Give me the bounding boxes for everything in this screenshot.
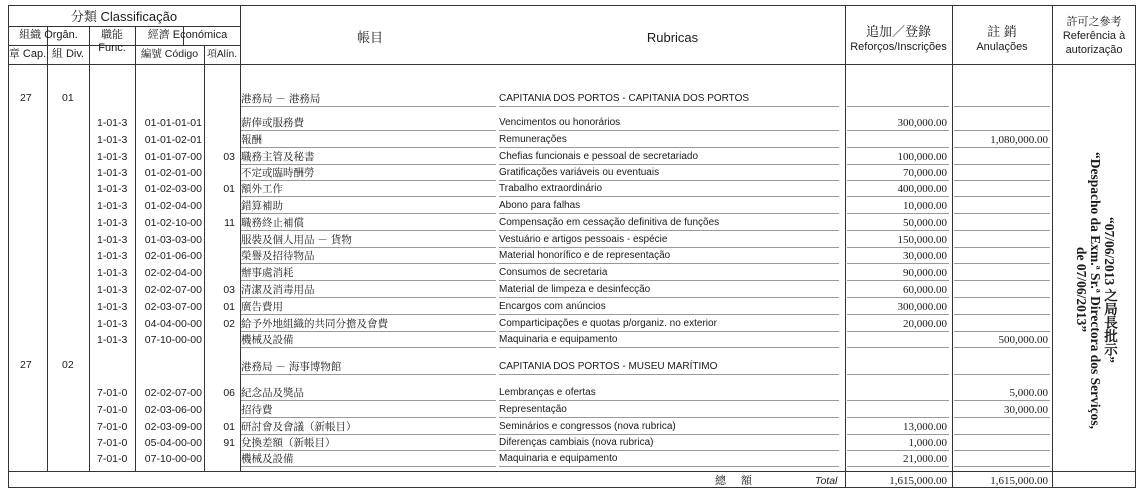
row-alinea: 01 [223, 301, 235, 313]
row-reforcos: 70,000.00 [903, 167, 947, 179]
row-underline [954, 196, 1050, 197]
row-functional-code: 1-01-3 [97, 117, 128, 129]
row-functional-code: 1-01-3 [97, 250, 128, 262]
row-rubrica-pt: Vencimentos ou honorários [499, 117, 621, 128]
row-economic-code: 01-01-02-01 [144, 134, 202, 146]
row-rubrica-pt: Maquinaria e equipamento [499, 453, 618, 464]
row-rubrica-pt: Compensação em cessação definitiva de funções [499, 217, 720, 228]
row-underline [499, 331, 839, 332]
row-economic-code: 02-03-09-00 [144, 421, 202, 433]
row-rubrica-zh: 兌換差額（新帳目） [241, 437, 336, 449]
row-underline [499, 180, 839, 181]
row-underline [241, 247, 496, 248]
row-functional-code: 1-01-3 [97, 151, 128, 163]
row-reforcos: 30,000.00 [903, 250, 947, 262]
row-underline [499, 347, 839, 348]
row-underline [241, 466, 496, 467]
row-economic-code: 05-04-00-00 [144, 437, 202, 449]
row-economic-code: 02-03-07-00 [144, 301, 202, 313]
row-rubrica-zh: 港務局 － 港務局 [241, 93, 321, 105]
row-reforcos: 1,000.00 [908, 437, 947, 449]
total-label-pt: Total [815, 475, 838, 487]
row-functional-code: 1-01-3 [97, 234, 128, 246]
row-underline [847, 280, 949, 281]
row-underline [499, 130, 839, 131]
row-rubrica-zh: 不定或臨時酬勞 [241, 167, 315, 179]
row-reforcos: 50,000.00 [903, 217, 947, 229]
row-underline [499, 164, 839, 165]
header-alin: 項Alín. [206, 49, 237, 60]
header-reforcos-zh: 追加／登錄 [865, 24, 931, 39]
row-underline [847, 147, 949, 148]
row-functional-code: 1-01-3 [97, 284, 128, 296]
row-functional-code: 7-01-0 [97, 437, 128, 449]
row-rubrica-pt: Remunerações [499, 134, 567, 145]
row-underline [954, 374, 1050, 375]
row-underline [847, 106, 949, 107]
row-rubrica-pt: Vestuário e artigos pessoais - espécie [499, 234, 668, 245]
row-underline [241, 164, 496, 165]
row-underline [847, 450, 949, 451]
section-div: 02 [62, 359, 74, 371]
header-rubrica-pt: Rubricas [646, 30, 699, 45]
row-rubrica-pt: Diferenças cambiais (nova rubrica) [499, 437, 654, 448]
row-functional-code: 1-01-3 [97, 267, 128, 279]
row-underline [499, 374, 839, 375]
row-reforcos: 100,000.00 [897, 151, 947, 163]
row-underline [954, 331, 1050, 332]
row-underline [954, 130, 1050, 131]
total-anulacoes: 1,615,000.00 [990, 475, 1048, 487]
row-rubrica-zh: 錯算補助 [241, 200, 283, 212]
row-underline [241, 180, 496, 181]
row-rubrica-zh: 招待費 [241, 404, 273, 416]
row-underline [954, 450, 1050, 451]
row-reforcos: 60,000.00 [903, 284, 947, 296]
header-organica: 組織 Orgân. [19, 29, 78, 41]
row-economic-code: 07-10-00-00 [144, 453, 202, 465]
row-rubrica-pt: Chefias funcionais e pessoal de secretariado [499, 151, 699, 162]
authorization-line-3: de 07/06/2013” [1074, 247, 1089, 333]
row-underline [499, 417, 839, 418]
row-functional-code: 1-01-3 [97, 167, 128, 179]
col-line-div [47, 27, 48, 471]
section-cap: 27 [20, 359, 32, 371]
row-anulacoes: 1,080,000.00 [990, 134, 1048, 146]
row-underline [499, 400, 839, 401]
col-line-func [89, 27, 90, 471]
row-underline [241, 297, 496, 298]
row-rubrica-pt: Material honorífico e de representação [499, 250, 671, 261]
row-alinea: 01 [223, 421, 235, 433]
row-rubrica-pt: Encargos com anúncios [499, 301, 606, 312]
row-alinea: 02 [223, 318, 235, 330]
row-underline [847, 297, 949, 298]
row-economic-code: 01-02-10-00 [144, 217, 202, 229]
row-underline [241, 374, 496, 375]
row-underline [499, 280, 839, 281]
row-reforcos: 20,000.00 [903, 318, 947, 330]
header-reforcos-pt: Reforços/Inscrições [850, 41, 947, 53]
row-reforcos: 90,000.00 [903, 267, 947, 279]
row-underline [499, 314, 839, 315]
row-underline [954, 247, 1050, 248]
row-underline [954, 213, 1050, 214]
row-underline [499, 466, 839, 467]
row-rubrica-zh: 服裝及個人用品 － 貨物 [241, 234, 352, 246]
header-line-1 [8, 26, 240, 27]
row-underline [241, 196, 496, 197]
row-economic-code: 01-01-07-00 [144, 151, 202, 163]
row-rubrica-zh: 紀念品及獎品 [241, 387, 304, 399]
row-underline [847, 230, 949, 231]
row-underline [241, 347, 496, 348]
row-underline [954, 417, 1050, 418]
header-classificacao: 分類 Classificação [70, 9, 178, 24]
row-functional-code: 1-01-3 [97, 134, 128, 146]
header-referencia-zh: 許可之參考 [1066, 16, 1122, 28]
total-reforcos: 1,615,000.00 [889, 475, 947, 487]
authorization-line-1: “07/06/2013 之局長批示” [1102, 217, 1117, 363]
header-rubrica-zh: 帳目 [356, 30, 383, 45]
row-economic-code: 01-02-04-00 [144, 200, 202, 212]
row-underline [241, 417, 496, 418]
row-rubrica-zh: 清潔及消毒用品 [241, 284, 315, 296]
row-underline [954, 263, 1050, 264]
row-economic-code: 02-01-06-00 [144, 250, 202, 262]
row-functional-code: 7-01-0 [97, 453, 128, 465]
row-rubrica-pt: CAPITANIA DOS PORTOS - CAPITANIA DOS PORTOS [499, 93, 750, 104]
row-economic-code: 07-10-00-00 [144, 334, 202, 346]
row-underline [954, 180, 1050, 181]
row-rubrica-pt: Consumos de secretaria [499, 267, 608, 278]
row-underline [241, 331, 496, 332]
authorization-line-2: “Despacho da Exm.ª Sr.ª Directora dos Serviços, [1088, 151, 1103, 429]
row-reforcos: 400,000.00 [897, 183, 947, 195]
header-referencia-pt2: autorização [1065, 44, 1123, 56]
header-referencia-pt1: Referência à [1062, 30, 1126, 42]
row-reforcos: 300,000.00 [897, 117, 947, 129]
row-rubrica-zh: 榮譽及招待物品 [241, 250, 315, 262]
row-underline [954, 466, 1050, 467]
row-functional-code: 1-01-3 [97, 301, 128, 313]
row-underline [847, 180, 949, 181]
header-cap: 章 Cap. [8, 48, 47, 60]
row-underline [954, 434, 1050, 435]
row-functional-code: 1-01-3 [97, 334, 128, 346]
row-underline [499, 196, 839, 197]
row-economic-code: 04-04-00-00 [144, 318, 202, 330]
row-underline [499, 106, 839, 107]
row-underline [499, 230, 839, 231]
row-underline [954, 164, 1050, 165]
row-economic-code: 01-03-03-00 [144, 234, 202, 246]
row-rubrica-zh: 薪俸或服務費 [241, 117, 304, 129]
row-underline [241, 280, 496, 281]
row-functional-code: 1-01-3 [97, 200, 128, 212]
row-underline [499, 297, 839, 298]
row-underline [499, 434, 839, 435]
row-functional-code: 1-01-3 [97, 217, 128, 229]
row-anulacoes: 500,000.00 [998, 334, 1048, 346]
row-underline [847, 347, 949, 348]
row-underline [954, 400, 1050, 401]
row-reforcos: 10,000.00 [903, 200, 947, 212]
row-underline [241, 400, 496, 401]
row-rubrica-zh: 報酬 [241, 134, 262, 146]
row-rubrica-zh: 辦事處消耗 [241, 267, 294, 279]
row-functional-code: 7-01-0 [97, 404, 128, 416]
col-line-alin [204, 46, 205, 471]
row-rubrica-pt: Seminários e congressos (nova rubrica) [499, 421, 676, 432]
row-underline [847, 374, 949, 375]
row-functional-code: 7-01-0 [97, 421, 128, 433]
row-reforcos: 300,000.00 [897, 301, 947, 313]
row-underline [847, 263, 949, 264]
row-underline [241, 263, 496, 264]
row-underline [954, 314, 1050, 315]
row-underline [241, 147, 496, 148]
row-rubrica-pt: Lembranças e ofertas [499, 387, 596, 398]
row-alinea: 03 [223, 284, 235, 296]
header-funcional: 職能 [101, 29, 123, 41]
header-anulacoes-pt: Anulações [976, 41, 1028, 53]
row-rubrica-zh: 廣告費用 [241, 301, 283, 313]
section-cap: 27 [20, 92, 32, 104]
row-underline [241, 130, 496, 131]
row-underline [847, 331, 949, 332]
row-rubrica-zh: 研討會及會議（新帳目） [241, 421, 357, 433]
row-economic-code: 02-02-07-00 [144, 284, 202, 296]
row-rubrica-pt: Representação [499, 404, 567, 415]
row-anulacoes: 5,000.00 [1009, 387, 1048, 399]
row-underline [847, 400, 949, 401]
row-alinea: 01 [223, 183, 235, 195]
row-rubrica-pt: Trabalho extraordinário [499, 183, 603, 194]
row-underline [241, 106, 496, 107]
row-rubrica-pt: Gratificações variáveis ou eventuais [499, 167, 660, 178]
row-reforcos: 150,000.00 [897, 234, 947, 246]
row-underline [847, 417, 949, 418]
header-funcional-pt: Func. [98, 42, 126, 54]
row-rubrica-zh: 職務終止補償 [241, 217, 304, 229]
authorization-reference [1057, 125, 1133, 455]
row-alinea: 91 [223, 437, 235, 449]
row-underline [241, 230, 496, 231]
row-rubrica-zh: 職務主管及秘書 [241, 151, 315, 163]
row-underline [241, 213, 496, 214]
row-rubrica-zh: 港務局 － 海事博物館 [241, 361, 342, 373]
row-underline [847, 196, 949, 197]
row-underline [499, 450, 839, 451]
row-underline [847, 434, 949, 435]
row-functional-code: 1-01-3 [97, 183, 128, 195]
row-economic-code: 02-02-04-00 [144, 267, 202, 279]
row-rubrica-pt: CAPITANIA DOS PORTOS - MUSEU MARÍTIMO [499, 361, 718, 372]
col-line-ref [1052, 5, 1053, 488]
row-underline [847, 466, 949, 467]
row-underline [499, 263, 839, 264]
row-alinea: 03 [223, 151, 235, 163]
row-functional-code: 1-01-3 [97, 318, 128, 330]
total-label-zh: 總 額 [715, 475, 759, 487]
row-underline [954, 106, 1050, 107]
row-economic-code: 01-02-03-00 [144, 183, 202, 195]
row-underline [241, 434, 496, 435]
row-underline [954, 347, 1050, 348]
row-rubrica-pt: Maquinaria e equipamento [499, 334, 618, 345]
row-underline [954, 280, 1050, 281]
total-line [8, 471, 1136, 472]
row-underline [847, 213, 949, 214]
row-underline [499, 147, 839, 148]
header-economica: 經濟 Económica [147, 29, 228, 41]
row-economic-code: 01-01-01-01 [144, 117, 202, 129]
header-codigo: 編號 Código [140, 48, 199, 60]
row-anulacoes: 30,000.00 [1004, 404, 1048, 416]
row-underline [241, 314, 496, 315]
row-underline [847, 314, 949, 315]
header-anulacoes-zh: 註 銷 [987, 24, 1017, 39]
section-div: 01 [62, 92, 74, 104]
header-div: 組 Div. [51, 48, 85, 60]
header-bottom-line [8, 64, 1136, 65]
row-reforcos: 13,000.00 [903, 421, 947, 433]
row-rubrica-zh: 額外工作 [241, 183, 283, 195]
row-rubrica-pt: Abono para falhas [499, 200, 581, 211]
row-alinea: 11 [224, 217, 235, 229]
col-line-code [135, 27, 136, 471]
row-rubrica-pt: Comparticipações e quotas p/organiz. no exterior [499, 318, 717, 329]
row-underline [499, 213, 839, 214]
row-reforcos: 21,000.00 [903, 453, 947, 465]
row-underline [499, 247, 839, 248]
row-economic-code: 02-03-06-00 [144, 404, 202, 416]
row-underline [954, 147, 1050, 148]
row-underline [847, 247, 949, 248]
row-rubrica-zh: 給予外地組織的共同分擔及會費 [241, 318, 388, 330]
row-underline [241, 450, 496, 451]
row-economic-code: 01-02-01-00 [144, 167, 202, 179]
row-underline [954, 297, 1050, 298]
row-rubrica-zh: 機械及設備 [241, 453, 294, 465]
row-rubrica-pt: Material de limpeza e desinfecção [499, 284, 651, 295]
row-economic-code: 02-02-07-00 [144, 387, 202, 399]
row-underline [954, 230, 1050, 231]
row-alinea: 06 [223, 387, 235, 399]
row-rubrica-zh: 機械及設備 [241, 334, 294, 346]
row-functional-code: 7-01-0 [97, 387, 128, 399]
row-underline [847, 164, 949, 165]
row-underline [847, 130, 949, 131]
